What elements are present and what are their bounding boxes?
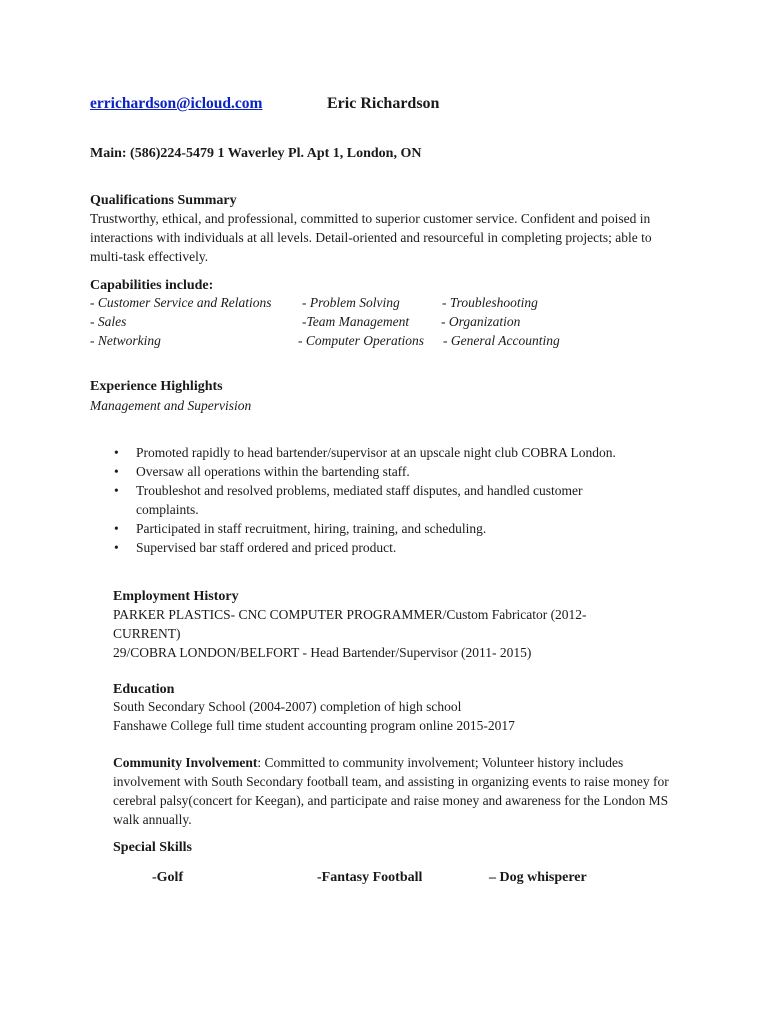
community-section [113,753,683,829]
list-item: • Participated in staff recruitment, hiring, training, and scheduling. [114,521,487,536]
list-item: • Troubleshot and resolved problems, mediated staff disputes, and handled customer complaints. [114,483,583,517]
bullet-icon: • [114,445,119,460]
experience-list [110,443,650,557]
bullet-icon: • [114,483,119,498]
skill-item: -Fantasy Football [317,870,423,885]
employment-line: PARKER PLASTICS- CNC COMPUTER PROGRAMMER/Custom Fabricator (2012-CURRENT) [113,607,587,641]
employment-heading: Employment History [113,589,239,604]
capability-item: - General Accounting [443,333,560,348]
experience-subheading: Management and Supervision [90,398,252,413]
contact-line: Main: (586)224-5479 1 Waverley Pl. Apt 1, London, ON [90,146,422,161]
capability-item: - Customer Service and Relations [90,295,272,310]
skills-heading: Special Skills [113,840,192,855]
capabilities-heading: Capabilities include: [90,278,214,293]
education-line: Fanshawe College full time student accounting program online 2015-2017 [113,718,515,733]
employment-line: 29/COBRA LONDON/BELFORT - Head Bartender/Supervisor (2011- 2015) [113,645,532,660]
bullet-icon: • [114,464,119,479]
education-heading: Education [113,682,175,697]
list-item: • Oversaw all operations within the bartending staff. [114,464,410,479]
capability-item: - Problem Solving [302,295,400,310]
community-heading: Community Involvement [113,755,258,770]
qualifications-text: Trustworthy, ethical, and professional, committed to superior customer service. Confident and poised in interactions with individuals at all levels. Detail-oriented and resourceful in completing projects; able to multi-task effectively. [90,211,652,264]
candidate-name: Eric Richardson [327,95,440,112]
bullet-icon: • [114,521,119,536]
skill-item: -Golf [152,870,184,885]
capability-item: - Computer Operations [298,333,424,348]
experience-heading: Experience Highlights [90,379,223,394]
capability-item: - Troubleshooting [442,295,538,310]
capability-item: - Sales [90,314,127,329]
email-link[interactable]: errichardson@icloud.com [90,95,263,112]
list-item: • Promoted rapidly to head bartender/supervisor at an upscale night club COBRA London. [114,445,616,460]
bullet-icon: • [114,540,119,555]
capability-item: - Networking [90,333,161,348]
list-item: • Supervised bar staff ordered and priced product. [114,540,397,555]
education-line: South Secondary School (2004-2007) completion of high school [113,699,462,714]
capability-item: - Organization [441,314,521,329]
community-text: : Committed to community involvement; Volunteer history includes involvement with South Secondary football team, and assisting in organizing events to raise money for cerebral palsy(concert for Keegan), and participate and raise money and awareness for the London MS walk annually. [113,755,669,827]
qualifications-heading: Qualifications Summary [90,193,237,208]
skill-item: – Dog whisperer [489,870,587,885]
capability-item: -Team Management [302,314,410,329]
